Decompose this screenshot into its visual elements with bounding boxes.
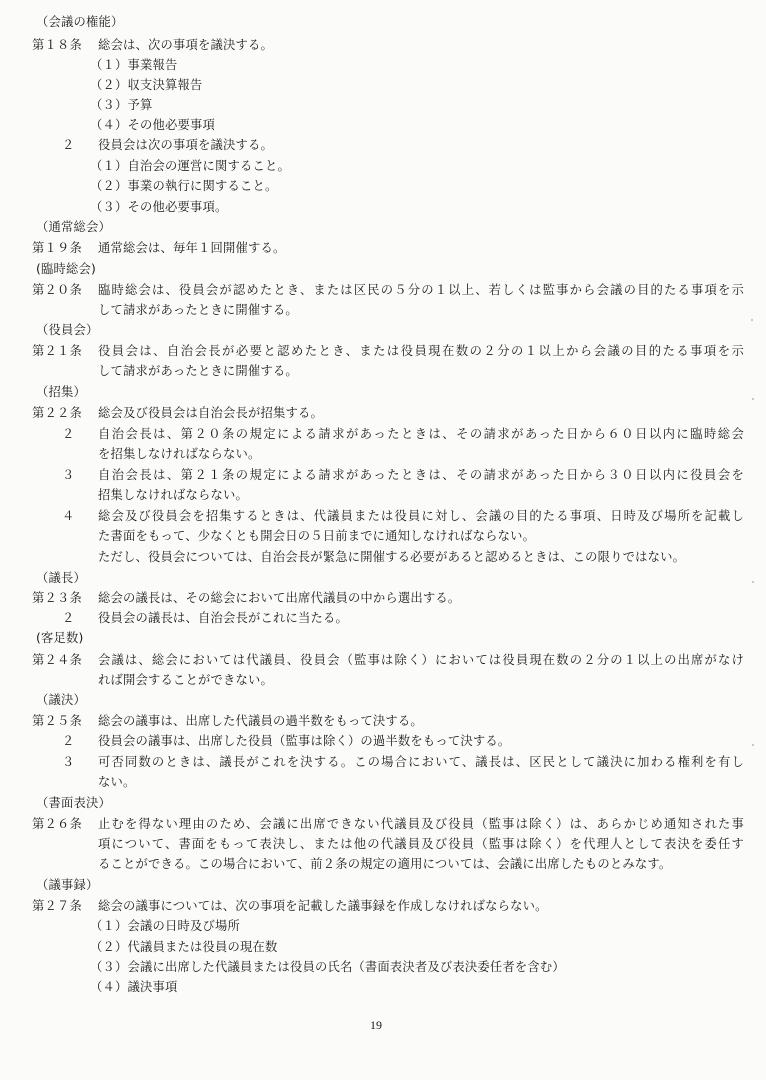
article-body: ることができる。この場合において、前２条の規定の適用については、会議に出席したものとみなす。 [98,857,672,871]
scan-speck [752,398,754,400]
paragraph-body: を招集しなければならない。 [98,447,261,461]
paragraph-body: 自治会長は、第２０条の規定による請求があったときは、その請求があった日から６０日以内に臨時総会 [98,427,744,441]
paragraph-number: ２ [62,734,75,748]
paragraph-body: 自治会長は、第２１条の規定による請求があったときは、その請求があった日から３０日以内に役員会を [98,468,744,482]
article-number: 第２７条 [32,899,82,913]
article-body: 総会の議長は、その総会において出席代議員の中から選出する。 [98,591,461,605]
section-heading: （議決） [36,693,86,707]
paragraph-number: ４ [62,509,75,523]
article-number: 第２４条 [32,653,82,667]
list-item: （３）予算 [90,98,153,112]
scan-speck [751,319,753,321]
paragraph-number: ３ [62,755,75,769]
list-item: （３）その他必要事項。 [90,200,228,214]
paragraph-body: 役員会の議事は、出席した役員（監事は除く）の過半数をもって決する。 [98,734,511,748]
list-item: （４）議決事項 [90,980,178,994]
article-body: 会議は、総会においては代議員、役員会（監事は除く）においては役員現在数の２分の１以上の出席がなけ [98,653,744,667]
article-body: 総会の議事については、次の事項を記載した議事録を作成しなければならない。 [98,899,548,913]
article-body: 止むを得ない理由のため、会議に出席できない代議員及び役員（監事は除く）は、あらかじめ通知された事 [98,817,744,831]
paragraph-body: 役員会は次の事項を議決する。 [98,138,273,152]
article-number: 第２３条 [32,591,82,605]
list-item: （２）事業の執行に関すること。 [90,179,278,193]
list-item: （１）事業報告 [90,58,178,72]
section-heading: （書面表決） [36,796,111,810]
section-heading: (臨時総会) [36,262,96,276]
paragraph-body: 招集しなければならない。 [98,488,248,502]
section-heading: （通常総会） [36,220,111,234]
article-body: れば開会することができない。 [98,673,273,687]
section-heading: (客足数) [36,631,84,645]
paragraph-body: 役員会の議長は、自治会長がこれに当たる。 [98,611,348,625]
list-item: （１）自治会の運営に関すること。 [90,159,290,173]
article-number: 第１９条 [32,241,82,255]
section-heading: （会議の権能） [36,15,124,29]
article-body: 通常総会は、毎年１回開催する。 [98,241,286,255]
list-item: （３）会議に出席した代議員または役員の氏名（書面表決者及び表決委任者を含む） [90,960,565,974]
paragraph-number: ３ [62,468,75,482]
article-body: 総会の議事は、出席した代議員の過半数をもって決する。 [98,714,423,728]
article-number: 第２０条 [32,283,82,297]
article-body: して請求があったときに開催する。 [98,364,298,378]
article-body: 役員会は、自治会長が必要と認めたとき、または役員現在数の２分の１以上から会議の目的たる事項を示 [98,344,744,358]
article-number: 第２２条 [32,406,82,420]
article-body: 総会は、次の事項を議決する。 [98,38,273,52]
article-number: 第２１条 [32,344,82,358]
list-item: （２）収支決算報告 [90,78,203,92]
article-number: 第２５条 [32,714,82,728]
article-body: 項について、書面をもって表決し、または他の代議員及び役員（監事は除く）を代理人として表決を委任す [98,837,744,851]
paragraph-body: 可否同数のときは、議長がこれを決する。この場合において、議長は、区民として議決に加わる権利を有し [98,755,744,769]
list-item: （１）会議の日時及び場所 [90,919,240,933]
paragraph-body: ない。 [98,775,136,789]
list-item: （２）代議員または役員の現在数 [90,940,278,954]
paragraph-number: ２ [62,611,75,625]
paragraph-number: ２ [62,138,75,152]
article-number: 第１８条 [32,38,82,52]
article-body: して請求があったときに開催する。 [98,303,298,317]
scan-speck [752,581,754,583]
section-heading: （議事録） [36,878,99,892]
section-heading: （議長） [36,571,86,585]
section-heading: （招集） [36,385,86,399]
paragraph-number: ２ [62,427,75,441]
list-item: （４）その他必要事項 [90,118,215,132]
paragraph-body: 総会及び役員会を招集するときは、代議員または役員に対し、会議の目的たる事項、日時及び場所を記載し [98,509,744,523]
section-heading: （役員会） [36,323,99,337]
scan-speck [752,744,754,746]
article-body: 総会及び役員会は自治会長が招集する。 [98,406,323,420]
article-body: 臨時総会は、役員会が認めたとき、または区民の５分の１以上、若しくは監事から会議の目的たる事項を示 [98,283,744,297]
paragraph-body: ただし、役員会については、自治会長が緊急に開催する必要があると認めるときは、この限りではない。 [98,550,686,564]
page-number: 19 [370,1018,382,1032]
paragraph-body: た書面をもって、少なくとも開会日の５日前までに通知しなければならない。 [98,529,536,543]
article-number: 第２６条 [32,817,82,831]
